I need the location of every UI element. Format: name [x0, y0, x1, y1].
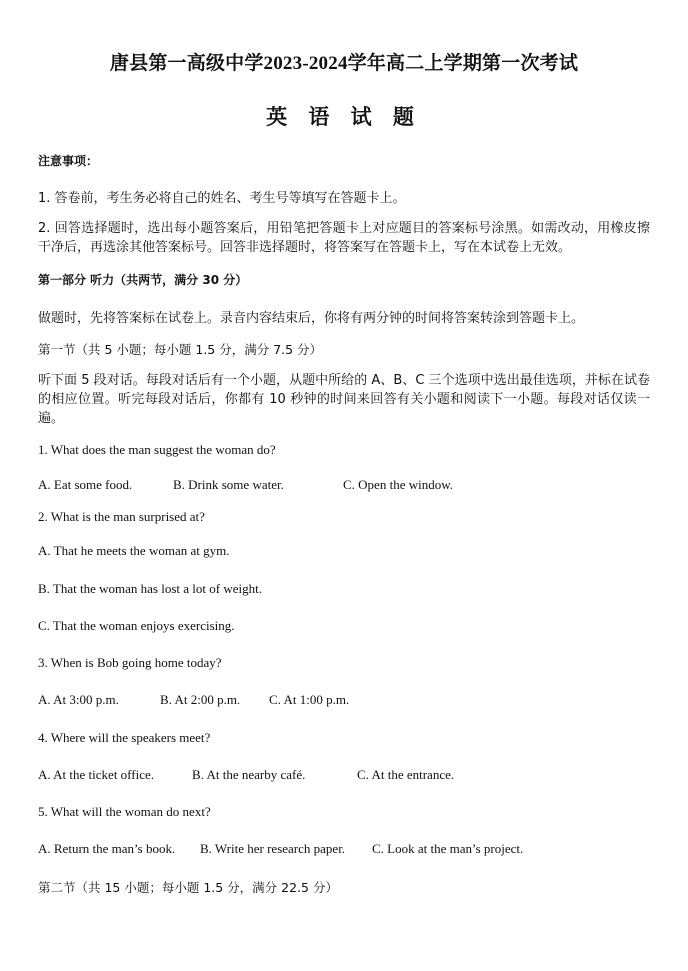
- notice-heading: 注意事项：: [38, 154, 99, 168]
- question-3-option-b: B. At 2:00 p.m.: [160, 692, 241, 707]
- question-3-stem: 3. When is Bob going home today?: [38, 655, 222, 670]
- section2-heading: 第二节（共 15 小题；每小题 1.5 分，满分 22.5 分）: [38, 880, 338, 895]
- question-2-stem: 2. What is the man surprised at?: [38, 509, 205, 524]
- question-5-stem: 5. What will the woman do next?: [38, 804, 211, 819]
- part1-intro: 做题时，先将答案标在试卷上。录音内容结束后，你将有两分钟的时间将答案转涂到答题卡上。: [38, 311, 585, 326]
- question-2-option-c: C. That the woman enjoys exercising.: [38, 618, 235, 633]
- question-4-option-a: A. At the ticket office.: [38, 767, 155, 782]
- notice-item-2: 2. 回答选择题时，选出每小题答案后，用铅笔把答题卡上对应题目的答案标号涂黑。如需改动，用橡皮擦干净后，再选涂其他答案标号。回答非选择题时，将答案写在答题卡上，写在本试卷上无效。: [38, 221, 650, 255]
- question-2-option-b: B. That the woman has lost a lot of weight.: [38, 581, 262, 596]
- part1-heading: 第一部分 听力（共两节，满分 30 分）: [38, 273, 248, 287]
- section1-intro: 听下面 5 段对话。每段对话后有一个小题，从题中所给的 A、B、C 三个选项中选出最佳选项，并标在试卷的相应位置。听完每段对话后，你都有 10 秒钟的时间来回答有关小题和阅读下一小题。每段对话仅读一遍。: [38, 373, 650, 426]
- question-1-stem: 1. What does the man suggest the woman do?: [38, 442, 276, 457]
- question-4-option-b: B. At the nearby café.: [192, 767, 306, 782]
- question-2-option-a: A. That he meets the woman at gym.: [38, 543, 230, 558]
- question-1-option-b: B. Drink some water.: [173, 477, 284, 492]
- notice-item-1: 1. 答卷前，考生务必将自己的姓名、考生号等填写在答题卡上。: [38, 191, 406, 206]
- question-5-option-c: C. Look at the man’s project.: [372, 841, 524, 856]
- exam-subtitle: 英 语 试 题: [266, 105, 422, 129]
- section1-heading: 第一节（共 5 小题；每小题 1.5 分，满分 7.5 分）: [38, 342, 323, 357]
- question-5-option-a: A. Return the man’s book.: [38, 841, 176, 856]
- question-1-option-a: A. Eat some food.: [38, 477, 133, 492]
- question-3-option-a: A. At 3:00 p.m.: [38, 692, 119, 707]
- question-4-option-c: C. At the entrance.: [357, 767, 455, 782]
- question-5-option-b: B. Write her research paper.: [200, 841, 346, 856]
- exam-title: 唐县第一高级中学2023-2024学年高二上学期第一次考试: [109, 53, 579, 74]
- question-3-option-c: C. At 1:00 p.m.: [269, 692, 350, 707]
- question-1-option-c: C. Open the window.: [343, 477, 454, 492]
- question-4-stem: 4. Where will the speakers meet?: [38, 730, 211, 745]
